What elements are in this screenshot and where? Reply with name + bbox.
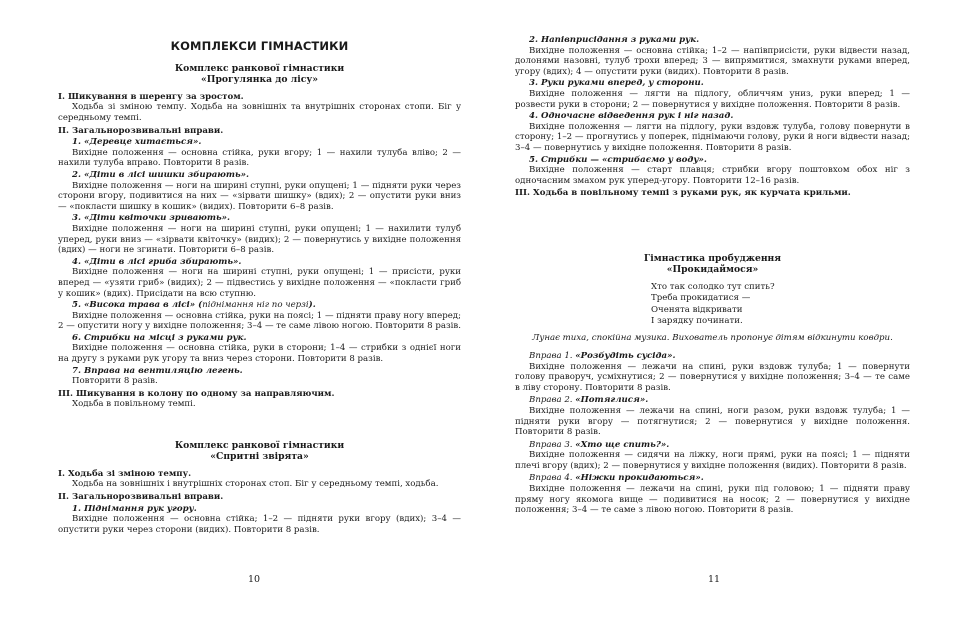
exercise-heading: 2. Напівприсідання з руками рук.	[529, 35, 700, 45]
paragraph: Вихідне положення — лягти на підлогу, обличчям униз, руки вперед; 1 — розвести руки в сторони; 2 — повернутися у вихідне положення. Повторити 8 разів.	[515, 88, 910, 110]
paragraph: Вихідне положення — основна стійка; 1–2 — напівприсісти, руки відвести назад, долонями назовні, тулуб трохи вперед; 3 — випрямитися, змахнути руками вперед, угору (вдих); 4 — опустити руки (видих). Повторити 8 разів.	[515, 45, 910, 77]
section-heading: I. Шикування в шеренгу за зростом.	[58, 91, 244, 102]
exercise-heading: 1. «Деревце хитається».	[72, 137, 202, 148]
complex2-title-line1: Комплекс ранкової гімнастики	[174, 440, 345, 452]
exercise-heading: 3. «Діти квіточки зривають».	[72, 213, 231, 224]
exercise-heading: 5. Стрибки — «стрибаємо у воду».	[529, 154, 707, 165]
paragraph: Ходьба на зовнішніх і внутрішніх сторонах стоп. Біг у середньому темпі, ходьба.	[72, 479, 439, 490]
exercise-heading-end: ).	[308, 300, 316, 311]
exercise-label: Вправа 2.	[529, 395, 573, 406]
paragraph: Повторити 8 разів.	[72, 376, 158, 387]
stage-note: Лунає тиха, спокійна музика. Вихователь пропонує дітям відкинути ковдри.	[532, 333, 893, 344]
right-page	[485, 0, 970, 624]
paragraph: Вихідне положення — сидячи на ліжку, ноги прямі, руки на поясі; 1 — підняти плечі вгору (вдих); 2 — повернутися у вихідне положення (видих). Повторити 8 разів.	[515, 450, 910, 471]
exercise-heading: 7. Вправа на вентиляцію легень.	[72, 365, 243, 376]
paragraph: Вихідне положення — лягти на підлогу, руки вздовж тулуба, голову повернути в сторону; 1–2 — прогнутись у поперек, піднімаючи голову, руки й ноги відвести назад; 3–4 — повернутись у вихідне положення. Повторити 8 разів.	[515, 121, 910, 153]
section-heading: III. Шикування в колону по одному за направляючим.	[58, 388, 335, 399]
paragraph: Вихідне положення — основна стійка, руки на поясі; 1 — підняти праву ногу вперед; 2 — опустити ногу у вихідне положення; 3–4 — те саме лівою ногою. Повторити 8 разів.	[58, 310, 461, 332]
main-title: КОМПЛЕКСИ ГІМНАСТИКИ	[170, 39, 349, 53]
paragraph: Вихідне положення — старт плавця; стрибки вгору поштовхом обох ніг з одночасним змахом рук уперед-угору. Повторити 12–16 разів.	[515, 165, 910, 186]
paragraph: Вихідне положення — лежачи на спині, руки вздовж тулуба; 1 — повернути голову праворуч, усміхнутися; 2 — повернутися у вихідне положення; 3–4 — те саме в ліву сторону. Повторити 8 разів.	[515, 361, 910, 393]
complex1-title	[58, 63, 461, 86]
paragraph: Вихідне положення — основна стійка; 1–2 — підняти руки вгору (вдих); 3–4 — опустити руки через сторони (видих). Повторити 8 разів.	[58, 514, 461, 535]
paragraph: Вихідне положення — основна стійка, руки вгору; 1 — нахили тулуба вліво; 2 — нахили тулуба вправо. Повторити 8 разів.	[58, 147, 461, 169]
section-heading: II. Загальнорозвивальні вправи.	[58, 125, 224, 136]
exercise-label: Вправа 3.	[529, 439, 573, 450]
paragraph: Ходьба зі зміною темпу. Ходьба на зовнішніх та внутрішніх сторонах стопи. Біг у середньому темпі.	[58, 102, 461, 123]
page-number: 11	[708, 574, 721, 585]
poem-line: І зарядку починати.	[651, 315, 743, 326]
exercise-name: «Потяглися».	[575, 395, 649, 406]
complex1-title-line2: «Прогулянка до лісу»	[201, 74, 318, 86]
exercise-label: Вправа 4.	[529, 473, 573, 484]
exercise-heading	[515, 440, 910, 451]
page-number: 10	[248, 574, 261, 585]
section-heading: I. Ходьба зі зміною темпу.	[58, 468, 192, 479]
poem	[515, 282, 910, 328]
exercise-heading	[515, 351, 910, 362]
complex2-title-line2: «Спритні звірята»	[210, 451, 309, 463]
exercise-name: «Ніжки прокидаються».	[575, 473, 704, 484]
paragraph: Вихідне положення — ноги на ширині ступні, руки опущені; 1 — нахилити тулуб уперед, руки вниз — «зірвати квіточку» (видих); 2 — повернутись у вихідне положення (вдих) — ноги не згинати. Повторити 6–8 разів.	[58, 223, 461, 256]
exercise-heading	[515, 395, 910, 406]
section-heading: II. Загальнорозвивальні вправи.	[58, 492, 224, 503]
exercise-heading-emphasis: піднімання ніг по черзі	[202, 300, 309, 311]
exercise-heading: 3. Руки руками вперед, у сторони.	[529, 78, 704, 89]
paragraph: Вихідне положення — лежачи на спині, руки під головою; 1 — підняти праву пряму ногу якомога вище — подивитися на носок; 2 — повернутися у вихідне положення; 3–4 — те саме з лівою ногою. Повторити 8 разів.	[515, 484, 910, 516]
exercise-name: «Хто ще спить?».	[575, 439, 670, 450]
exercise-heading: 4. «Діти в лісі гриба збирають».	[72, 256, 242, 267]
paragraph: Вихідне положення — лежачи на спині, ноги разом, руки вздовж тулуба; 1 — підняти руки вгору — потягнутися; 2 — повернутися у вихідне положення. Повторити 8 разів.	[515, 405, 910, 438]
exercise-label: Вправа 1.	[529, 350, 573, 361]
exercise-heading: 2. «Діти в лісі шишки збирають».	[72, 169, 249, 180]
poem-line: Оченята відкривати	[651, 304, 743, 315]
complex2-title	[58, 440, 461, 463]
paragraph: Ходьба в повільному темпі.	[72, 399, 196, 410]
exercise-name: «Розбудіть сусіда».	[575, 350, 676, 361]
wakeup-title-line1: Гімнастика пробудження	[643, 252, 782, 264]
wakeup-title-line2: «Прокидаймося»	[666, 264, 759, 276]
exercise-heading: 1. Піднімання рук угору.	[72, 503, 197, 514]
exercise-heading	[515, 473, 910, 484]
wakeup-title	[515, 253, 910, 276]
paragraph: Вихідне положення — ноги на ширині ступні, руки опущені; 1 — підняти руки через сторони вгору, подивитися на них — «зірвати шишку» (вдих); 2 — опустити руки вниз — «покласти шишку в кошик» (видих). Повторити 6–8 разів.	[58, 180, 461, 212]
paragraph: Вихідне положення — основна стійка, руки в сторони; 1–4 — стрибки з однієї ноги на другу з руками рук угору та вниз через сторони. Повторити 8 разів.	[58, 343, 461, 365]
exercise-heading	[58, 300, 461, 311]
exercise-heading: 6. Стрибки на місці з руками рук.	[72, 332, 247, 343]
paragraph: Вихідне положення — ноги на ширині ступні, руки опущені; 1 — присісти, руки вперед — «узяти гриб» (видих); 2 — підвестись у вихідне положення — «покласти гриб у кошик» (вдих). Присідати на всю ступню.	[58, 267, 461, 299]
exercise-heading-part: 5. «Висока трава в лісі» (	[72, 300, 203, 311]
exercise-heading: 4. Одночасне відведення рук і ніг назад.	[529, 111, 734, 122]
complex1-title-line1: Комплекс ранкової гімнастики	[174, 63, 345, 74]
poem-line: Треба прокидатися —	[651, 293, 751, 304]
section-heading: III. Ходьба в повільному темпі з руками рук, як курчата крильми.	[515, 188, 851, 199]
poem-line: Хто так солодко тут спить?	[651, 281, 775, 292]
